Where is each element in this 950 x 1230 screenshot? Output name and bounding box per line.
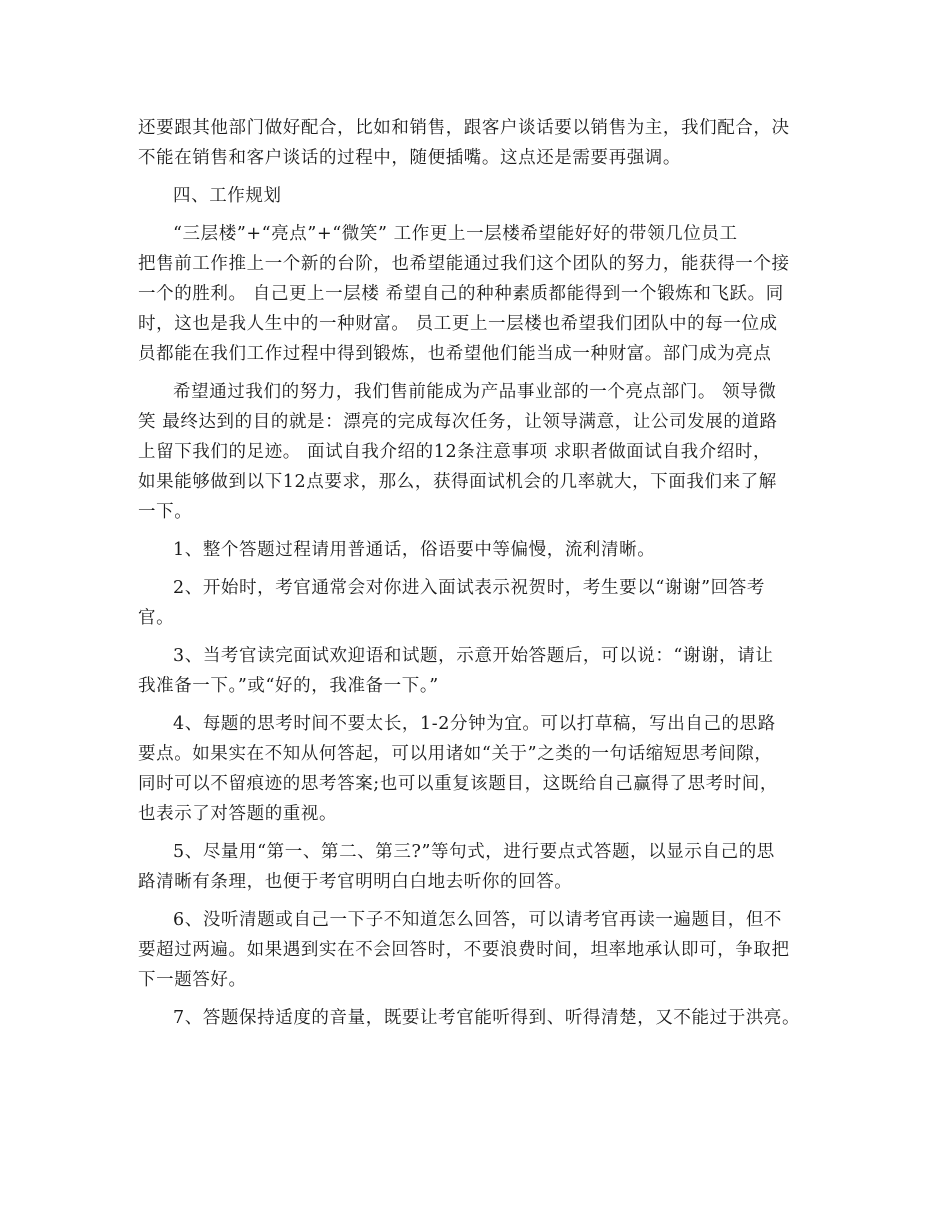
text-line: 一下。 — [138, 502, 193, 522]
text-line: 3、当考官读完面试欢迎语和试题，示意开始答题后，可以说：“谢谢，请让 — [173, 646, 774, 666]
text-line: 要超过两遍。如果遇到实在不会回答时，不要浪费时间，坦率地承认即可，争取把 — [138, 940, 790, 960]
text-line: 4、每题的思考时间不要太长，1-2分钟为宜。可以打草稿，写出自己的思路 — [173, 714, 776, 734]
text-line: 一个的胜利。 自己更上一层楼 希望自己的种种素质都能得到一个锻炼和飞跃。同 — [138, 284, 784, 304]
text-line: 1、整个答题过程请用普通话，俗语要中等偏慢，流利清晰。 — [173, 540, 656, 560]
text-line: 要点。如果实在不知从何答起，可以用诸如“关于”之类的一句话缩短思考间隙， — [138, 744, 773, 764]
list-item — [138, 837, 822, 897]
list-item — [138, 709, 822, 829]
text-line: 希望通过我们的努力，我们售前能成为产品事业部的一个亮点部门。 领导微 — [173, 382, 777, 402]
text-line: 不能在销售和客户谈话的过程中，随便插嘴。这点还是需要再强调。 — [138, 148, 681, 168]
list-item — [138, 1003, 822, 1033]
paragraph — [138, 113, 822, 173]
list-item — [138, 535, 822, 565]
text-line: 我准备一下。”或“好的，我准备一下。” — [138, 676, 439, 696]
text-line: 还要跟其他部门做好配合，比如和销售，跟客户谈话要以销售为主，我们配合，决 — [138, 118, 790, 138]
text-line: 把售前工作推上一个新的台阶，也希望能通过我们这个团队的努力，能获得一个接 — [138, 254, 790, 274]
list-item — [138, 573, 822, 633]
text-line: 上留下我们的足迹。 面试自我介绍的12条注意事项 求职者做面试自我介绍时， — [138, 442, 772, 462]
section-heading: 四、工作规划 — [173, 186, 282, 206]
paragraph — [138, 181, 822, 211]
text-line: 6、没听清题或自己一下子不知道怎么回答，可以请考官再读一遍题目，但不 — [173, 910, 783, 930]
text-line: 下一题答好。 — [138, 970, 247, 990]
text-line: “三层楼”+“亮点”+“微笑” 工作更上一层楼希望能好好的带领几位员工 — [173, 224, 738, 244]
text-line: 也表示了对答题的重视。 — [138, 804, 338, 824]
text-line: 如果能够做到以下12点要求，那么，获得面试机会的几率就大，下面我们来了解 — [138, 472, 777, 492]
list-item — [138, 641, 822, 701]
text-line: 7、答题保持适度的音量，既要让考官能听得到、听得清楚，又不能过于洪亮。 — [173, 1008, 801, 1028]
paragraph — [138, 219, 822, 369]
paragraph — [138, 377, 822, 527]
text-line: 5、尽量用“第一、第二、第三?”等句式，进行要点式答题，以显示自己的思 — [173, 842, 775, 862]
text-line: 路清晰有条理，也便于考官明明白白地去听你的回答。 — [138, 872, 573, 892]
text-line: 2、开始时，考官通常会对你进入面试表示祝贺时，考生要以“谢谢”回答考 — [173, 578, 765, 598]
document-page — [138, 113, 822, 1033]
text-line: 同时可以不留痕迹的思考答案;也可以重复该题目，这既给自己赢得了思考时间， — [138, 774, 778, 794]
text-line: 官。 — [138, 608, 175, 628]
text-line: 时，这也是我人生中的一种财富。 员工更上一层楼也希望我们团队中的每一位成 — [138, 314, 778, 334]
text-line: 笑 最终达到的目的就是：漂亮的完成每次任务，让领导满意，让公司发展的道路 — [138, 412, 778, 432]
text-line: 员都能在我们工作过程中得到锻炼，也希望他们能当成一种财富。部门成为亮点 — [138, 344, 772, 364]
list-item — [138, 905, 822, 995]
